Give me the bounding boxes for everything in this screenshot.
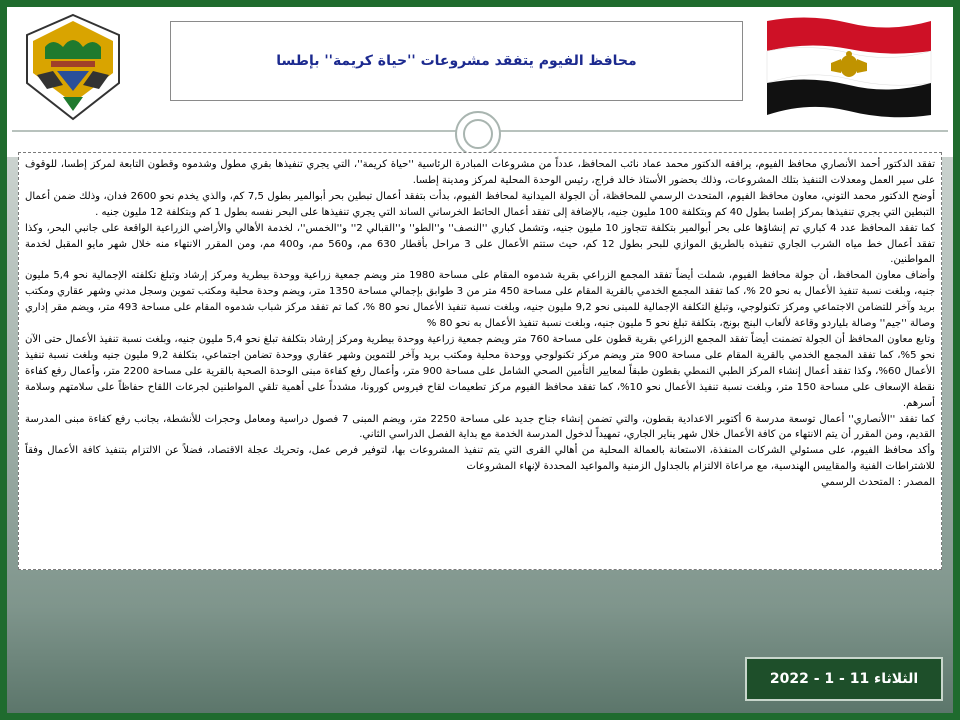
article-paragraph: تفقد الدكتور أحمد الأنصاري محافظ الفيوم، يرافقه الدكتور محمد عماد نائب المحافظ، عدداً من مشروعات المبادرة الرئاسية ''حياة كريمة''، التي يجري تنفيذها بقري مطول وشدموه وقطون التابعة لمركز إطسا، للوقوف على سير العمل ومعدلات التنفيذ بتلك المشروعات، وذلك بحضور الأستاذ خالد فراج، رئيس الوحدة المحلية لمركز ومدينة إطسا. (25, 159, 935, 186)
article-paragraph: وأكد محافظ الفيوم، على مسئولي الشركات المنفذة، الاستعانة بالعمالة المحلية من أهالي القرى التي يتم تنفيذ المشروعات بها، لتوفير فرص عمل، وتحريك عجلة الاقتصاد، فضلاً عن الالتزام بتنفيذ كافة الأعمال وفقاً للاشتراطات الفنية والمقاييس الهندسية، مع مراعاة الالتزام بالجداول الزمنية والمواعيد المحددة لإنهاء المشروعات (25, 445, 935, 473)
page-title: محافظ الفيوم يتفقد مشروعات ''حياة كريمة'' بإطسا (276, 53, 637, 69)
ring-ornament-icon (455, 111, 501, 157)
article-paragraph: وأضاف معاون المحافظ، أن جولة محافظ الفيوم، شملت أيضاً تفقد المجمع الزراعي بقرية شدموه المقام على مساحة 1980 متر ويضم جمعية زراعية ووحدة بيطرية ومركز إرشاد وتبلغ تكلفته الإجمالية نحو 5,4 مليون جنيه، وبلغت نسبة تنفيذ الأعمال به نحو 20 %، كما تفقد المجمع الخدمي بالقرية المقام على مساحة 450 متر من 3 طوابق بإجمالي مساحة 1350 متر، ويضم وحدة محلية ومكتب تموين وسجل مدني وشهر عقاري ومكتب بريد وآخر للتضامن الاجتماعي ومركز تكنولوجي، وتبلغ التكلفة الإجمالية للمبنى نحو 9,2 مليون جنيه، وبلغت نسبة تنفيذ الأعمال نحو 80 %، كما تم تفقد مركز شباب شدموه المقام على مساحة 493 متر، ويضم مقر إداري وصالة ''جيم'' وصالة بلياردو وقاعة لألعاب البنج بونج، بتكلفة تبلغ نحو 5 مليون جنيه، وبلغت نسبة تنفيذ الأعمال به نحو 80 % (25, 270, 936, 330)
article-body (18, 152, 942, 570)
article-paragraph: كما تفقد ''الأنصاري'' أعمال توسعة مدرسة 6 أكتوبر الاعدادية بقطون، والتي تضمن إنشاء جناح جديد على مساحة 2250 متر، ويضم المبنى 7 فصول دراسية ومعامل وحجرات للأنشطة، بجانب رفع كفاءة مبنى المدرسة القديم، ومن المقرر أن يتم الانتهاء من كافة الأعمال خلال شهر يناير الجاري، تمهيداً لدخول المدرسة الخدمة مع بداية الفصل الدراسي الثاني. (25, 413, 935, 441)
title-box (170, 21, 743, 101)
fayoum-governorate-logo-icon (23, 13, 123, 121)
article-paragraph: أوضح الدكتور محمد التوني، معاون محافظ الفيوم، المتحدث الرسمي للمحافظة، أن الجولة الميدانية لمحافظ الفيوم، بدأت بتفقد أعمال تبطين بحر أبوالمير بطول 7,5 كم، والذي يخدم نحو 2600 فدان، وذلك ضمن أعمال التبطين التي يجري تنفيذها بمركز إطسا بطول 40 كم وبتكلفة 100 مليون جنيه، بالإضافة إلى تفقد أعمال الحائط الخرساني الساند التي يجري تنفيذها على البحر نفسه بطول 1 كم وبتكلفة 12 مليون جنيه . (25, 190, 935, 218)
article-paragraph: وتابع معاون المحافظ أن الجولة تضمنت أيضاً تفقد المجمع الزراعي بقرية قطون على مساحة 760 متر ويضم جمعية زراعية ووحدة بيطرية ومركز إرشاد بتكلفة تبلغ نحو 5,4 مليون جنيه، وبلغت نسبة تنفيذ الأعمال حتى الآن نحو 5%، كما تفقد المجمع الخدمي بالقرية المقام على مساحة 900 متر ويضم مركز تكنولوجي ووحدة محلية ومكتب بريد وآخر للتموين وشهر عقاري ووحدة تضامن اجتماعي، بتكلفة 9,2 مليون جنيه وبلغت نسبة تنفيذ الأعمال 60%، وكذا تفقد أعمال إنشاء المركز الطبي النمطي بقطون طبقاً لمعايير التأمين الصحي الشامل على مساحة 900 متر، وأعمال رفع كفاءة مبنى الوحدة الصحية بالقرية على مساحة 2200 متر، وأعمال رفع كفاءة نقطة الإسعاف على مساحة 150 متر، وبلغت نسبة تنفيذ الأعمال نحو 10%، كما تفقد محافظ الفيوم مركز تطعيمات لقاح فيروس كورونا، مشدداً على أهمية تلقي المواطنين لجرعات اللقاح حفاظاً على سلامتهم وسلامة أسرهم. (25, 333, 936, 409)
slide-background (7, 7, 953, 713)
article-source: المصدر : المتحدث الرسمي (821, 477, 935, 489)
header-area (7, 7, 953, 125)
egypt-flag-icon (759, 13, 934, 123)
date-badge (745, 657, 943, 701)
date-text: الثلاثاء 11 - 1 - 2022 (769, 671, 919, 687)
article-paragraph: كما تفقد المحافظ عدد 4 كباري تم إنشاؤها على بحر أبوالمير بتكلفة تتجاوز 10 مليون جنيه، وتشمل كباري ''النصف'' و''الطو'' و''القبالي 2'' و''الخمس''، لخدمة الأهالي والأراضي الزراعية الواقعة على جانبي البحر، وكذا تفقد أعمال خط مياه الشرب الجاري تنفيذه بالطريق الموازي للبحر بطول 12 كم، حيث ستتم الأعمال على 3 مراحل بأقطار 630 مم، و560 مم، و400 مم، ومن المقرر الانتهاء منه خلال شهر مايو المقبل لخدمة المواطنين. (25, 222, 935, 266)
